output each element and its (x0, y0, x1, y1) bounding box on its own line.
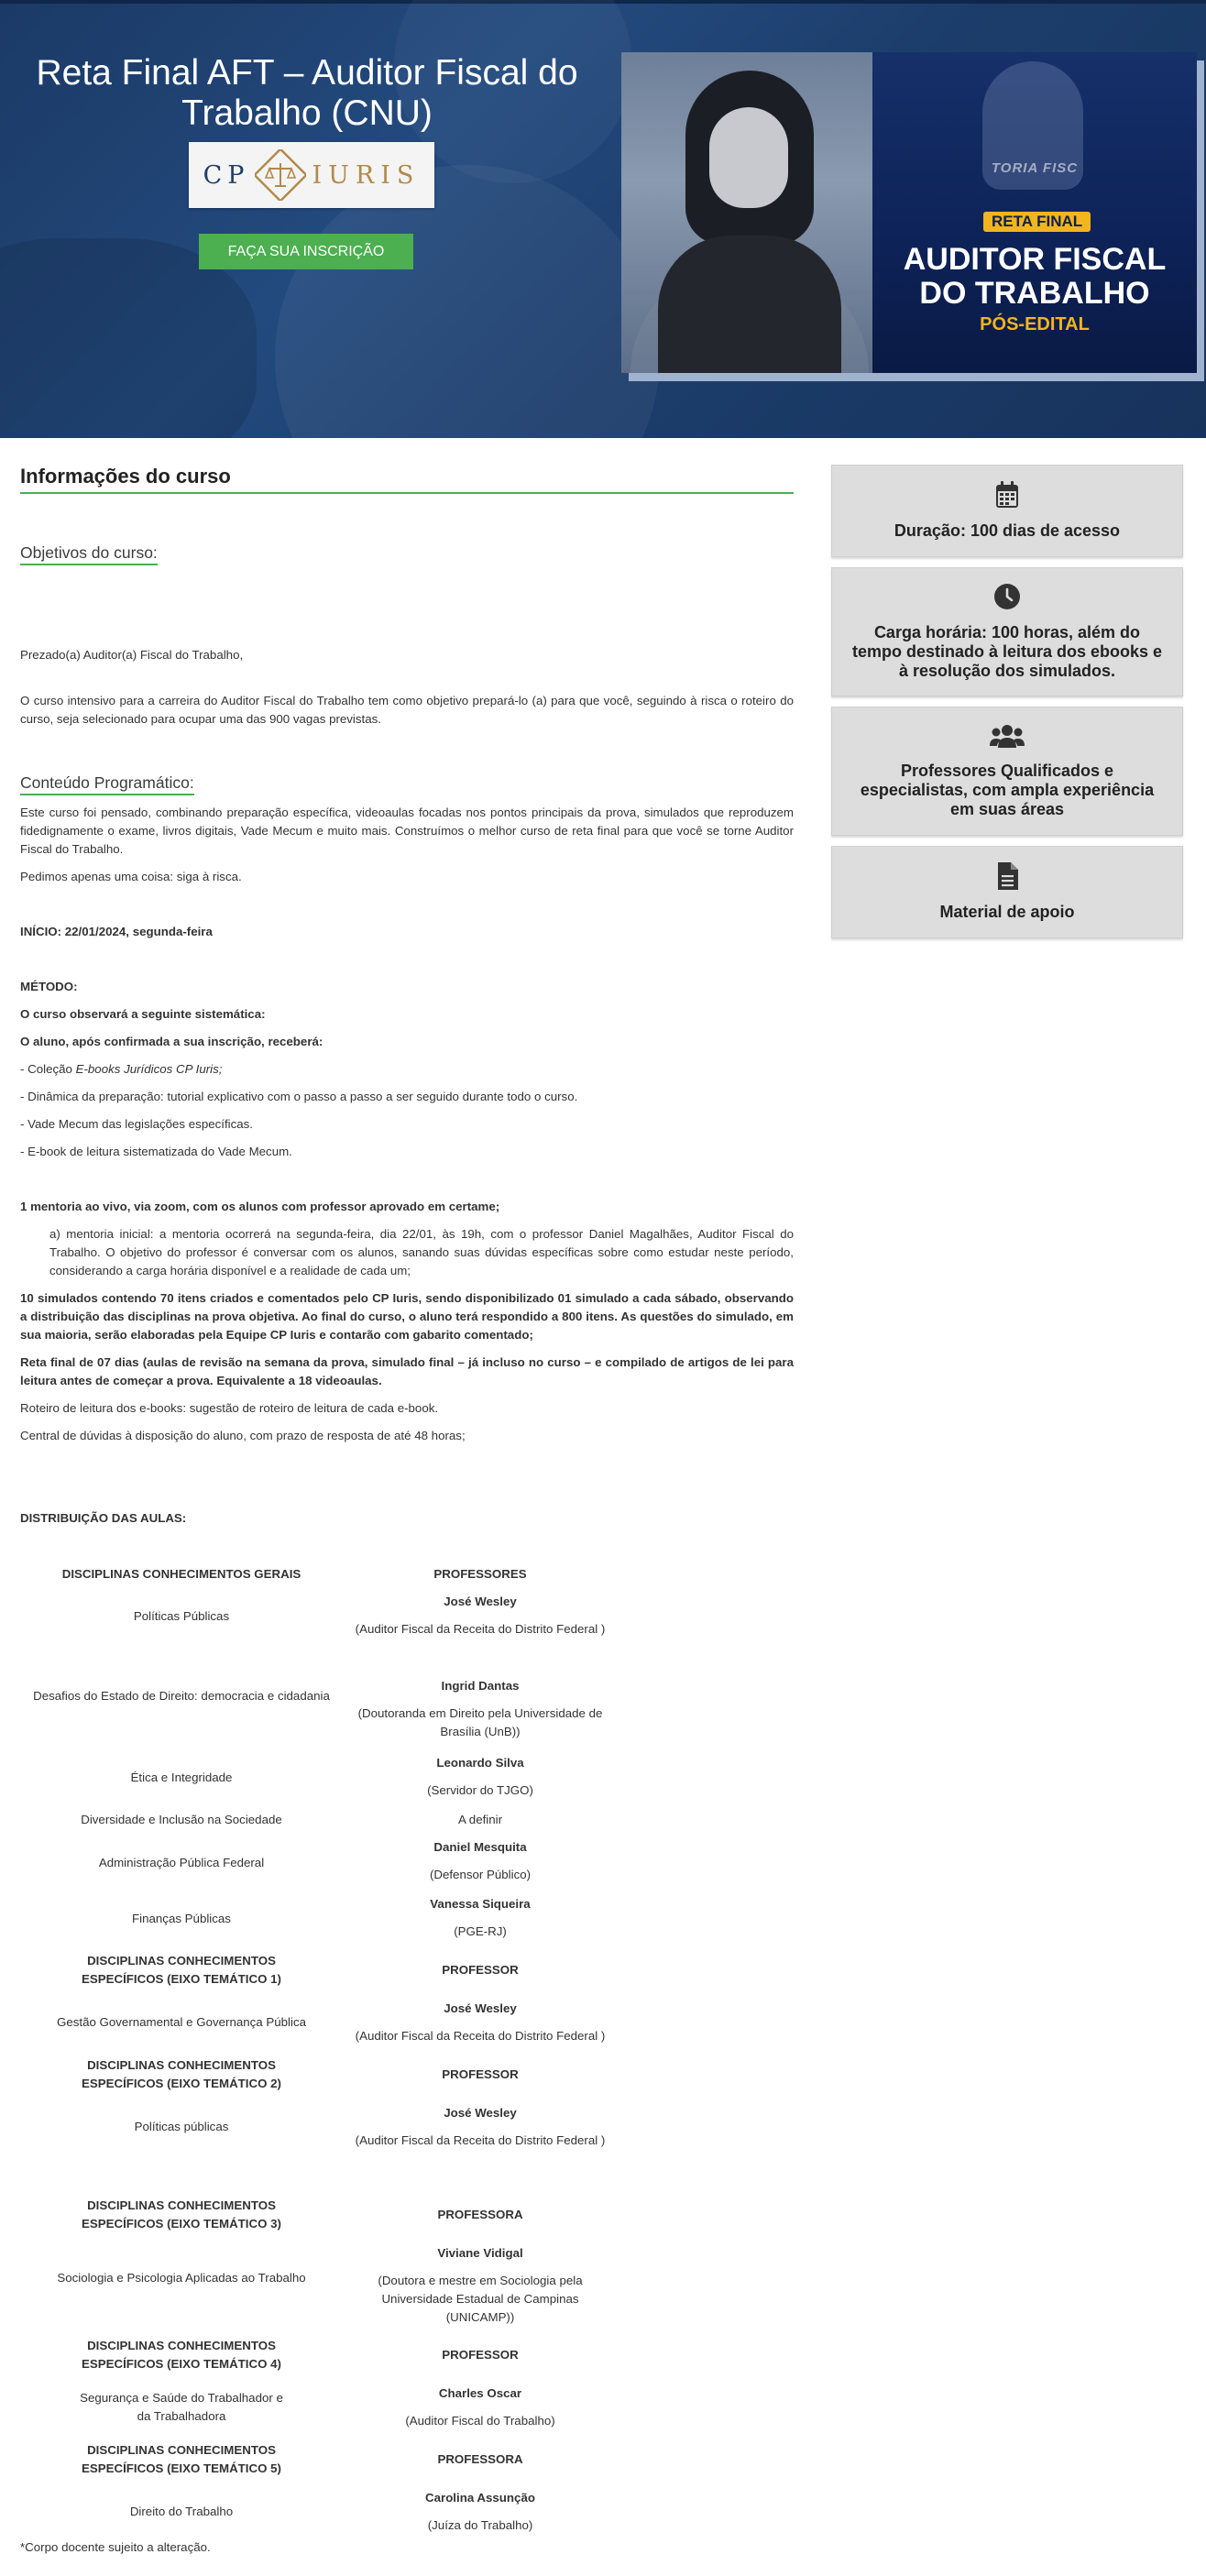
list-item: - Vade Mecum das legislações específicas. (20, 1117, 253, 1131)
professor-name: Daniel Mesquita (433, 1840, 527, 1854)
section-title: Informações do curso (20, 463, 794, 494)
objectives-heading: Objetivos do curso: (20, 542, 158, 565)
discipline-cell: Diversidade e Inclusão na Sociedade (81, 1813, 282, 1826)
scales-of-justice-icon (255, 149, 306, 201)
list-item: - Coleção E-books Jurídicos CP Iuris; (20, 1062, 223, 1076)
greeting-text: Prezado(a) Auditor(a) Fiscal do Trabalho, (20, 648, 244, 662)
professors-card (831, 707, 1183, 836)
method-heading: MÉTODO: (20, 980, 78, 993)
discipline-cell: Desafios do Estado de Direito: democracia e cidadania (33, 1689, 330, 1703)
banner-subtitle: PÓS-EDITAL (980, 314, 1090, 334)
discipline-cell: Sociologia e Psicologia Aplicadas ao Trabalho (57, 2271, 306, 2285)
discipline-cell: Políticas Públicas (133, 1609, 230, 1623)
professor-credential: (Auditor Fiscal da Receita do Distrito Federal ) (355, 2029, 606, 2043)
content-text: Este curso foi pensado, combinando preparação específica, videoaulas focadas nos pontos principais da prova, simulados que reproduzem fidedignamente o exame, livros digitais, Vade Mecum e muito mais. Construímos o melhor curso de reta final para que você se torne Auditor Fiscal do Trabalho. (20, 806, 794, 856)
specific-disciplines-header: DISCIPLINAS CONHECIMENTOS ESPECÍFICOS (EIXO TEMÁTICO 1) (82, 1954, 281, 1986)
simulados-text: 10 simulados contendo 70 itens criados e comentados pelo CP Iuris, sendo disponibilizado 01 simulado a cada sábado, observando a distribuição das disciplinas na prova objetiva. Ao final do curso, o aluno terá respondido a 800 itens. As questões do simulado, em sua maioria, serão elaboradas pela Equipe CP Iuris e contarão com gabarito comentado; (20, 1291, 794, 1342)
duration-card (831, 465, 1183, 557)
roteiro-text: Roteiro de leitura dos e-books: sugestão de roteiro de leitura de cada e-book. (20, 1401, 439, 1415)
list-item: - Dinâmica da preparação: tutorial explicativo com o passo a passo a ser seguido durante todo o curso. (20, 1090, 578, 1103)
calendar-icon (995, 481, 1019, 509)
banner-artwork (872, 52, 1197, 373)
professor-header: PROFESSOR (442, 1963, 519, 1977)
request-text: Pedimos apenas uma coisa: siga à risca. (20, 870, 242, 883)
specific-disciplines-header: DISCIPLINAS CONHECIMENTOS ESPECÍFICOS (EIXO TEMÁTICO 4) (82, 2339, 281, 2371)
professor-name: Carolina Assunção (425, 2491, 535, 2505)
professor-header: PROFESSORA (437, 2452, 523, 2466)
professor-credential: A definir (457, 1813, 503, 1826)
page-title: Reta Final AFT – Auditor Fiscal do Trabalho (CNU) (36, 53, 578, 133)
professor-name: Viviane Vidigal (437, 2246, 523, 2260)
course-info-section (20, 463, 794, 2554)
specific-disciplines-header: DISCIPLINAS CONHECIMENTOS ESPECÍFICOS (EIXO TEMÁTICO 5) (82, 2443, 281, 2475)
professor-name: José Wesley (444, 2106, 517, 2120)
discipline-cell: Finanças Públicas (132, 1912, 231, 1925)
banner-title: AUDITOR FISCAL DO TRABALHO (903, 242, 1167, 311)
discipline-cell: Direito do Trabalho (129, 2505, 234, 2518)
workload-text: Carga horária: 100 horas, além do tempo destinado à leitura dos ebooks e à resolução dos simulados. (851, 623, 1163, 680)
professor-name: Charles Oscar (438, 2386, 522, 2400)
reta-final-badge: RETA FINAL (983, 212, 1091, 232)
professor-credential: (Auditor Fiscal da Receita do Distrito Federal ) (355, 2133, 606, 2147)
student-photo (621, 52, 872, 373)
professor-credential: (PGE-RJ) (454, 1924, 507, 1938)
professor-credential: (Juíza do Trabalho) (427, 2518, 533, 2532)
list-item: - E-book de leitura sistematizada do Vade Mecum. (20, 1145, 292, 1158)
professor-name: Leonardo Silva (436, 1756, 524, 1770)
general-disciplines-header: DISCIPLINAS CONHECIMENTOS GERAIS (61, 1567, 302, 1581)
clock-icon (993, 583, 1021, 610)
receive-intro: O aluno, após confirmada a sua inscrição, receberá: (20, 1035, 323, 1048)
course-banner-image (621, 52, 1197, 373)
banner-small-text: TORIA FISC (991, 160, 1079, 176)
specific-disciplines-header: DISCIPLINAS CONHECIMENTOS ESPECÍFICOS (EIXO TEMÁTICO 3) (82, 2198, 281, 2231)
specific-disciplines-header: DISCIPLINAS CONHECIMENTOS ESPECÍFICOS (EIXO TEMÁTICO 2) (82, 2058, 281, 2090)
duration-text: Duração: 100 dias de acesso (894, 521, 1121, 540)
professor-name: Vanessa Siqueira (430, 1897, 531, 1911)
cp-iuris-logo (189, 142, 434, 208)
workload-card (831, 567, 1183, 696)
professors-header: PROFESSORES (433, 1567, 527, 1581)
content-heading: Conteúdo Programático: (20, 772, 194, 795)
professor-credential: (Defensor Público) (429, 1868, 532, 1881)
enroll-button[interactable]: FAÇA SUA INSCRIÇÃO (199, 234, 413, 269)
professor-name: José Wesley (444, 2001, 517, 2015)
central-text: Central de dúvidas à disposição do aluno, com prazo de resposta de até 48 horas; (20, 1429, 466, 1442)
discipline-cell: Políticas públicas (134, 2120, 229, 2133)
mentoring-detail: a) mentoria inicial: a mentoria ocorrerá na segunda-feira, dia 22/01, às 19h, com o professor Daniel Magalhães, Auditor Fiscal do Trabalho. O objetivo do professor é conversar com os alunos, sanando suas dúvidas específicas sobre como estudar neste período, considerando a carga horária disponível e a realidade de cada um; (49, 1227, 794, 1277)
professor-header: PROFESSOR (442, 2067, 519, 2081)
method-intro: O curso observará a seguinte sistemática: (20, 1007, 266, 1021)
users-icon (990, 723, 1025, 749)
support-material-card (831, 846, 1183, 938)
discipline-cell: Administração Pública Federal (98, 1856, 265, 1869)
hero-banner (0, 0, 1206, 438)
objective-text: O curso intensivo para a carreira do Auditor Fiscal do Trabalho tem como objetivo prepará-lo (a) para que você, seguindo à risca o roteiro do curso, seja selecionado para ocupar uma das 900 vagas previstas. (20, 694, 794, 726)
support-material-text: Material de apoio (939, 903, 1075, 921)
professor-name: José Wesley (444, 1595, 517, 1608)
professor-header: PROFESSOR (442, 2348, 519, 2362)
discipline-cell: Segurança e Saúde do Trabalhador e da Trabalhadora (80, 2391, 283, 2423)
logo-text-left: CP (203, 160, 250, 190)
distribution-heading: DISTRIBUIÇÃO DAS AULAS: (20, 1511, 187, 1525)
professor-credential: (Servidor do TJGO) (427, 1783, 533, 1797)
professor-credential: (Auditor Fiscal da Receita do Distrito Federal ) (355, 1622, 606, 1636)
discipline-cell: Gestão Governamental e Governança Pública (56, 2015, 306, 2029)
logo-text-right: IURIS (312, 160, 421, 190)
document-icon (996, 862, 1018, 890)
professor-credential: (Doutoranda em Direito pela Universidade de Brasília (UnB)) (357, 1706, 603, 1738)
professor-credential: (Auditor Fiscal do Trabalho) (405, 2414, 555, 2428)
professor-name: Ingrid Dantas (441, 1679, 520, 1693)
start-date: INÍCIO: 22/01/2024, segunda-feira (20, 925, 213, 938)
professor-header: PROFESSORA (437, 2208, 523, 2221)
mentoring-heading: 1 mentoria ao vivo, via zoom, com os alunos com professor aprovado em certame; (20, 1200, 500, 1213)
reta-final-text: Reta final de 07 dias (aulas de revisão na semana da prova, simulado final – já incluso no curso – e compilado de artigos de lei para leitura antes de começar a prova. Equivalente a 18 videoaulas. (20, 1355, 794, 1387)
professors-text: Professores Qualificados e especialistas, com ampla experiência em suas áreas (860, 762, 1155, 818)
professor-credential: (Doutora e mestre em Sociologia pela Universidade Estadual de Campinas (UNICAMP)) (378, 2274, 583, 2324)
discipline-cell: Ética e Integridade (130, 1770, 233, 1784)
footnote: *Corpo docente sujeito a alteração. (20, 2540, 211, 2554)
